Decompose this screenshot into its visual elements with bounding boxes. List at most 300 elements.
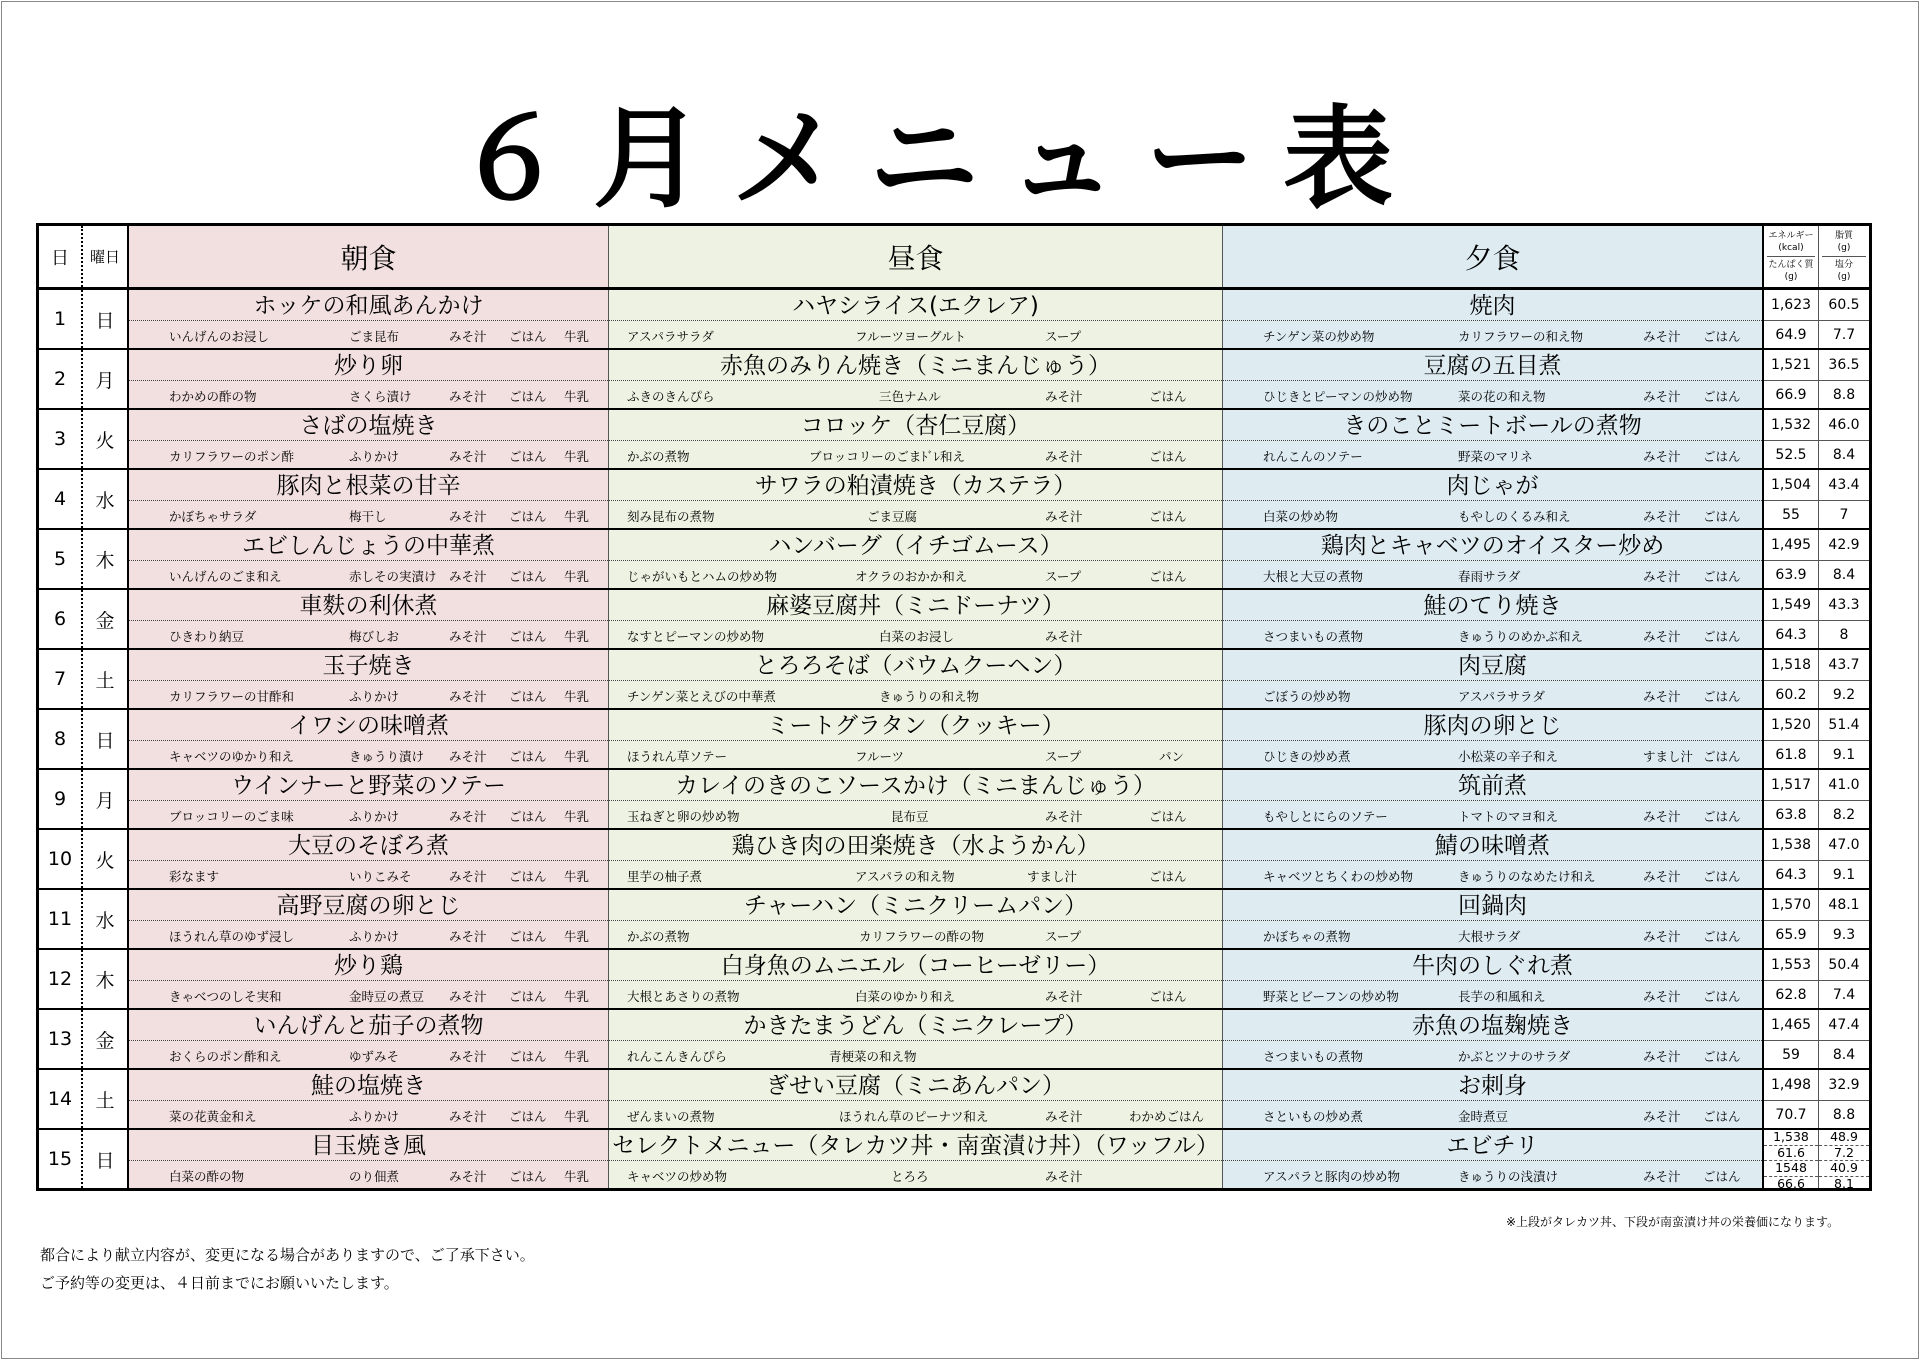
lunch-side-dish: ごはん: [1149, 569, 1187, 584]
breakfast-side-dish: 牛乳: [564, 629, 590, 644]
lunch-side-dish: とろろ: [891, 1169, 929, 1184]
menu-row: [38, 1069, 1871, 1129]
breakfast-side-dish: カリフラワーの甘酢和: [169, 689, 295, 704]
breakfast-side-dish: ごはん: [509, 809, 547, 824]
dinner-side-dish: ごはん: [1703, 329, 1741, 344]
lunch-side-dish: きゅうりの和え物: [879, 689, 980, 704]
day-number: 2: [53, 368, 67, 390]
lunch-main-dish: ぎせい豆腐（ミニあんパン）: [609, 1070, 1222, 1101]
breakfast-cell: [128, 949, 609, 1009]
dinner-side-dish: みそ汁: [1643, 809, 1681, 824]
day-number-cell: [38, 529, 83, 589]
fat-value: 50.4: [1819, 950, 1869, 981]
lunch-main-dish: サワラの粕漬焼き（カステラ）: [609, 470, 1222, 501]
breakfast-side-dishes: [129, 441, 608, 468]
breakfast-side-dishes: [129, 1161, 608, 1188]
day-number-cell: [38, 1009, 83, 1069]
dinner-side-dish: さつまいもの煮物: [1263, 629, 1364, 644]
weekday: 土: [95, 669, 115, 692]
fat-value: 47.0: [1819, 830, 1869, 861]
breakfast-side-dish: ごはん: [509, 629, 547, 644]
lunch-side-dish: みそ汁: [1045, 389, 1083, 404]
lunch-cell: [609, 769, 1223, 829]
lunch-side-dishes: [609, 441, 1222, 468]
lunch-side-dish: ごはん: [1149, 389, 1187, 404]
dinner-side-dish: 大根と大豆の煮物: [1263, 569, 1364, 584]
header-breakfast: 朝食: [128, 225, 609, 289]
energy-value: 1,570: [1764, 890, 1818, 921]
breakfast-side-dish: 牛乳: [564, 809, 590, 824]
breakfast-main-dish: 車麩の利休煮: [129, 590, 608, 621]
fat-value: 60.5: [1819, 290, 1869, 321]
weekday-cell: [82, 769, 128, 829]
dinner-main-dish: 筑前煮: [1223, 770, 1762, 801]
lunch-cell: [609, 1069, 1223, 1129]
day-number: 7: [53, 668, 67, 690]
lunch-side-dish: すまし汁: [1027, 869, 1078, 884]
nutrition-cell: [1819, 1129, 1871, 1190]
fat-value: 43.7: [1819, 650, 1869, 681]
dinner-cell: [1223, 1069, 1764, 1129]
dinner-side-dish: ごはん: [1703, 389, 1741, 404]
salt-value: 8.1: [1834, 1175, 1854, 1190]
dinner-main-dish: 鶏肉とキャベツのオイスター炒め: [1223, 530, 1762, 561]
day-number-cell: [38, 589, 83, 649]
protein-value: 59: [1782, 1047, 1800, 1063]
breakfast-side-dish: さくら漬け: [349, 389, 412, 404]
dinner-side-dish: アスパラと豚肉の炒め物: [1263, 1169, 1401, 1184]
nutrition-cell: [1819, 649, 1871, 709]
breakfast-side-dish: 赤しその実漬け: [349, 569, 437, 584]
lunch-side-dish: フルーツ: [855, 749, 905, 764]
lunch-cell: [609, 589, 1223, 649]
energy-value: 1,517: [1764, 770, 1818, 801]
breakfast-side-dish: 牛乳: [564, 989, 590, 1004]
day-number-cell: [38, 289, 83, 350]
lunch-side-dish: フルーツヨーグルト: [855, 329, 967, 344]
energy-value: 1,549: [1764, 590, 1818, 621]
weekday: 金: [95, 1029, 115, 1052]
dinner-side-dishes: [1223, 681, 1762, 708]
breakfast-side-dish: みそ汁: [449, 329, 487, 344]
menu-row: [38, 589, 1871, 649]
breakfast-side-dish: みそ汁: [449, 1169, 487, 1184]
dinner-main-dish: 肉じゃが: [1223, 470, 1762, 501]
breakfast-side-dish: いんげんのお浸し: [169, 329, 270, 344]
breakfast-side-dish: きゅうり漬け: [349, 749, 425, 764]
fat-value: 40.9: [1819, 1161, 1869, 1177]
fat-value: 43.4: [1819, 470, 1869, 501]
dinner-side-dishes: [1223, 981, 1762, 1008]
weekday-cell: [82, 1069, 128, 1129]
protein-value: 66.9: [1775, 387, 1807, 403]
day-number: 14: [47, 1088, 73, 1110]
weekday-cell: [82, 349, 128, 409]
lunch-side-dish: 昆布豆: [891, 809, 929, 824]
protein-value: 64.3: [1775, 627, 1807, 643]
breakfast-main-dish: さばの塩焼き: [129, 410, 608, 441]
breakfast-side-dish: ふりかけ: [349, 929, 400, 944]
menu-row: [38, 769, 1871, 829]
lunch-main-dish: ハンバーグ（イチゴムース）: [609, 530, 1222, 561]
breakfast-side-dish: キャベツのゆかり和え: [169, 749, 295, 764]
nutrition-cell: [1763, 769, 1819, 829]
lunch-cell: [609, 829, 1223, 889]
dinner-main-dish: 肉豆腐: [1223, 650, 1762, 681]
breakfast-side-dishes: [129, 321, 608, 348]
fat-value: 32.9: [1819, 1070, 1869, 1101]
protein-value: 70.7: [1775, 1107, 1807, 1123]
dinner-cell: [1223, 1129, 1764, 1190]
dinner-side-dishes: [1223, 1101, 1762, 1128]
header-protein-unit: (g): [1784, 272, 1798, 282]
dinner-cell: [1223, 649, 1764, 709]
nutrition-cell: [1763, 829, 1819, 889]
dinner-side-dishes: [1223, 1041, 1762, 1068]
lunch-cell: [609, 1009, 1223, 1069]
day-number-cell: [38, 469, 83, 529]
dinner-cell: [1223, 829, 1764, 889]
menu-body: [38, 289, 1871, 1190]
day-number-cell: [38, 349, 83, 409]
dinner-side-dish: みそ汁: [1643, 689, 1681, 704]
breakfast-side-dishes: [129, 1041, 608, 1068]
dinner-main-dish: エビチリ: [1223, 1130, 1762, 1161]
breakfast-main-dish: 炒り卵: [129, 350, 608, 381]
dinner-cell: [1223, 589, 1764, 649]
header-lunch: 昼食: [609, 225, 1223, 289]
dinner-main-dish: 豆腐の五目煮: [1223, 350, 1762, 381]
nutrition-cell: [1763, 649, 1819, 709]
day-number-cell: [38, 709, 83, 769]
lunch-side-dish: ごはん: [1149, 989, 1187, 1004]
lunch-main-dish: 麻婆豆腐丼（ミニドーナツ）: [609, 590, 1222, 621]
breakfast-side-dish: みそ汁: [449, 569, 487, 584]
lunch-side-dishes: [609, 621, 1222, 648]
protein-value: 55: [1782, 507, 1800, 523]
dinner-cell: [1223, 1009, 1764, 1069]
nutrition-cell: [1763, 349, 1819, 409]
lunch-cell: [609, 889, 1223, 949]
breakfast-main-dish: 大豆のそぼろ煮: [129, 830, 608, 861]
day-number: 4: [53, 488, 67, 510]
dinner-side-dish: きゅうりのなめたけ和え: [1458, 869, 1596, 884]
protein-value: 66.6: [1777, 1175, 1805, 1190]
fat-value: 41.0: [1819, 770, 1869, 801]
header-day: 日: [38, 225, 83, 289]
fat-value: 42.9: [1819, 530, 1869, 561]
breakfast-side-dish: 牛乳: [564, 329, 590, 344]
breakfast-side-dish: 牛乳: [564, 1169, 590, 1184]
page-title: ６月メニュー表: [455, 95, 1421, 223]
lunch-side-dish: スープ: [1045, 749, 1082, 764]
lunch-side-dish: オクラのおかか和え: [855, 569, 968, 584]
fat-value: 46.0: [1819, 410, 1869, 441]
day-number: 12: [47, 968, 73, 990]
dinner-side-dish: みそ汁: [1643, 389, 1681, 404]
breakfast-side-dish: ごはん: [509, 509, 547, 524]
lunch-side-dish: ほうれん草のピーナツ和え: [839, 1109, 989, 1124]
nutrition-cell: [1819, 709, 1871, 769]
breakfast-cell: [128, 589, 609, 649]
dinner-main-dish: 焼肉: [1223, 290, 1762, 321]
breakfast-side-dish: ごはん: [509, 1049, 547, 1064]
energy-value: 1,498: [1764, 1070, 1818, 1101]
dinner-cell: [1223, 289, 1764, 350]
lunch-side-dish: カリフラワーの酢の物: [859, 929, 985, 944]
weekday: 日: [95, 1149, 115, 1172]
lunch-side-dishes: [609, 561, 1222, 588]
menu-row: [38, 649, 1871, 709]
energy-value: 1,521: [1764, 350, 1818, 381]
day-number: 5: [53, 548, 67, 570]
energy-value: 1548: [1764, 1161, 1818, 1177]
lunch-side-dish: れんこんきんぴら: [627, 1049, 728, 1064]
dinner-side-dish: ごはん: [1703, 1109, 1741, 1124]
breakfast-side-dishes: [129, 921, 608, 948]
breakfast-side-dish: 金時豆の煮豆: [349, 989, 425, 1004]
salt-value: 7.2: [1819, 1146, 1869, 1162]
lunch-side-dish: チンゲン菜とえびの中華煮: [627, 689, 776, 704]
header-fat-salt: [1819, 225, 1871, 289]
dinner-main-dish: 鮭のてり焼き: [1223, 590, 1762, 621]
fat-value: 48.1: [1819, 890, 1869, 921]
dinner-side-dishes: [1223, 561, 1762, 588]
breakfast-side-dish: みそ汁: [449, 449, 487, 464]
dinner-side-dish: さといもの炒め煮: [1263, 1109, 1364, 1124]
lunch-side-dishes: [609, 1101, 1222, 1128]
lunch-side-dish: みそ汁: [1045, 629, 1083, 644]
day-number-cell: [38, 949, 83, 1009]
breakfast-side-dish: 牛乳: [564, 689, 590, 704]
breakfast-cell: [128, 649, 609, 709]
breakfast-side-dish: 牛乳: [564, 749, 590, 764]
lunch-side-dish: スープ: [1045, 569, 1082, 584]
salt-value: 7: [1839, 507, 1849, 523]
lunch-side-dish: 白菜のお浸し: [879, 629, 955, 644]
day-number-cell: [38, 1069, 83, 1129]
dinner-side-dish: 春雨サラダ: [1458, 569, 1521, 584]
dinner-side-dishes: [1223, 861, 1762, 888]
dinner-side-dish: ごはん: [1703, 509, 1741, 524]
dinner-side-dish: みそ汁: [1643, 989, 1681, 1004]
salt-value: 9.1: [1832, 747, 1856, 763]
lunch-main-dish: 白身魚のムニエル（コーヒーゼリー）: [609, 950, 1222, 981]
dinner-side-dish: ごはん: [1703, 629, 1741, 644]
dinner-side-dish: 菜の花の和え物: [1458, 389, 1546, 404]
breakfast-main-dish: エビしんじょうの中華煮: [129, 530, 608, 561]
lunch-side-dish: 玉ねぎと卵の炒め物: [627, 809, 740, 824]
breakfast-side-dish: きゃべつのしそ実和: [169, 989, 282, 1004]
weekday-cell: [82, 949, 128, 1009]
lunch-side-dish: みそ汁: [1045, 809, 1083, 824]
fat-value: 51.4: [1819, 710, 1869, 741]
dinner-main-dish: 鯖の味噌煮: [1223, 830, 1762, 861]
nutrition-cell: [1819, 589, 1871, 649]
breakfast-side-dish: 梅干し: [349, 509, 387, 524]
weekday-cell: [82, 409, 128, 469]
breakfast-side-dish: みそ汁: [449, 629, 487, 644]
energy-value: 1,532: [1764, 410, 1818, 441]
footer-note-2: ご予約等の変更は、４日前までにお願いいたします。: [40, 1274, 399, 1292]
dinner-side-dishes: [1223, 741, 1762, 768]
dinner-side-dish: 野菜のマリネ: [1458, 449, 1533, 464]
weekday-cell: [82, 289, 128, 350]
lunch-side-dishes: [609, 801, 1222, 828]
breakfast-main-dish: 炒り鶏: [129, 950, 608, 981]
lunch-cell: [609, 469, 1223, 529]
menu-row: [38, 1009, 1871, 1069]
salt-value: 8: [1839, 627, 1849, 643]
lunch-cell: [609, 709, 1223, 769]
lunch-side-dishes: [609, 321, 1222, 348]
menu-row: [38, 289, 1871, 350]
day-number: 13: [47, 1028, 73, 1050]
lunch-side-dish: キャベツの炒め物: [627, 1169, 728, 1184]
weekday: 日: [95, 729, 115, 752]
day-number: 6: [53, 608, 67, 630]
lunch-cell: [609, 409, 1223, 469]
nutrition-cell: [1763, 529, 1819, 589]
menu-row: [38, 349, 1871, 409]
breakfast-side-dish: みそ汁: [449, 1049, 487, 1064]
day-number: 8: [53, 728, 67, 750]
header-dinner: 夕食: [1223, 225, 1764, 289]
salt-value: 9.2: [1832, 687, 1856, 703]
breakfast-side-dishes: [129, 801, 608, 828]
breakfast-main-dish: 玉子焼き: [129, 650, 608, 681]
dinner-side-dishes: [1223, 621, 1762, 648]
breakfast-side-dish: みそ汁: [449, 689, 487, 704]
lunch-side-dish: パン: [1159, 749, 1185, 764]
breakfast-side-dish: ごはん: [509, 989, 547, 1004]
lunch-side-dish: アスパラの和え物: [855, 869, 955, 884]
weekday: 水: [95, 489, 115, 512]
dinner-side-dish: ごはん: [1703, 869, 1741, 884]
dinner-side-dish: みそ汁: [1643, 509, 1681, 524]
lunch-side-dish: ほうれん草ソテー: [627, 749, 728, 764]
breakfast-side-dish: 梅びしお: [349, 629, 400, 644]
breakfast-cell: [128, 349, 609, 409]
nutrition-note: ※上段がタレカツ丼、下段が南蛮漬け丼の栄養価になります。: [1506, 1215, 1840, 1229]
breakfast-side-dish: のり佃煮: [349, 1169, 400, 1184]
breakfast-side-dish: 牛乳: [564, 1049, 590, 1064]
dinner-side-dish: みそ汁: [1643, 1109, 1681, 1124]
weekday: 火: [95, 849, 115, 872]
energy-value: 1,465: [1764, 1010, 1818, 1041]
dinner-side-dishes: [1223, 381, 1762, 408]
lunch-side-dishes: [609, 501, 1222, 528]
lunch-side-dishes: [609, 1041, 1222, 1068]
breakfast-main-dish: イワシの味噌煮: [129, 710, 608, 741]
footer-note-1: 都合により献立内容が、変更になる場合がありますので、ご了承下さい。: [40, 1246, 535, 1264]
lunch-side-dish: 里芋の柚子煮: [627, 869, 703, 884]
breakfast-side-dish: みそ汁: [449, 509, 487, 524]
dinner-side-dish: みそ汁: [1643, 629, 1681, 644]
dinner-side-dish: トマトのマヨ和え: [1458, 809, 1559, 824]
salt-value: 8.8: [1832, 387, 1856, 403]
dinner-cell: [1223, 889, 1764, 949]
breakfast-side-dish: みそ汁: [449, 1109, 487, 1124]
protein-value: 63.8: [1775, 807, 1807, 823]
dinner-side-dish: みそ汁: [1643, 1169, 1681, 1184]
lunch-side-dishes: [609, 861, 1222, 888]
breakfast-side-dish: ふりかけ: [349, 689, 400, 704]
day-number: 10: [47, 848, 73, 870]
breakfast-cell: [128, 289, 609, 350]
dinner-side-dish: れんこんのソテー: [1263, 449, 1363, 464]
breakfast-side-dish: ふりかけ: [349, 449, 400, 464]
salt-value: 8.4: [1832, 1047, 1856, 1063]
dinner-side-dish: カリフラワーの和え物: [1458, 329, 1584, 344]
breakfast-cell: [128, 529, 609, 589]
menu-row: [38, 469, 1871, 529]
salt-value: 9.3: [1832, 927, 1856, 943]
dinner-main-dish: お刺身: [1223, 1070, 1762, 1101]
breakfast-side-dishes: [129, 681, 608, 708]
day-number-cell: [38, 1129, 83, 1190]
nutrition-cell: [1819, 349, 1871, 409]
dinner-side-dishes: [1223, 921, 1762, 948]
weekday-cell: [82, 889, 128, 949]
lunch-side-dish: 青梗菜の和え物: [829, 1049, 917, 1064]
dinner-side-dish: ごはん: [1703, 929, 1741, 944]
energy-value: 1,538: [1764, 1130, 1818, 1146]
header-row: [38, 225, 1871, 289]
lunch-side-dish: 刻み昆布の煮物: [627, 509, 715, 524]
header-energy-unit: (kcal): [1778, 243, 1804, 253]
weekday: 日: [95, 309, 115, 332]
breakfast-side-dishes: [129, 1101, 608, 1128]
energy-value: 1,495: [1764, 530, 1818, 561]
salt-value: 8.4: [1832, 447, 1856, 463]
breakfast-cell: [128, 829, 609, 889]
day-number: 3: [53, 428, 67, 450]
breakfast-side-dish: ひきわり納豆: [169, 629, 245, 644]
weekday-cell: [82, 829, 128, 889]
nutrition-cell: [1763, 1129, 1819, 1190]
dinner-side-dish: ごはん: [1703, 989, 1741, 1004]
nutrition-cell: [1763, 469, 1819, 529]
dinner-side-dish: みそ汁: [1643, 1049, 1681, 1064]
nutrition-cell: [1819, 289, 1871, 350]
lunch-side-dish: みそ汁: [1045, 1169, 1083, 1184]
salt-value: 7.4: [1832, 987, 1856, 1003]
lunch-side-dish: スープ: [1045, 329, 1082, 344]
dinner-side-dish: アスパラサラダ: [1458, 689, 1545, 704]
lunch-side-dish: ごはん: [1149, 869, 1187, 884]
breakfast-side-dish: みそ汁: [449, 989, 487, 1004]
weekday: 月: [95, 369, 115, 392]
menu-row: [38, 949, 1871, 1009]
dinner-cell: [1223, 409, 1764, 469]
dinner-side-dishes: [1223, 321, 1762, 348]
dinner-side-dish: ごはん: [1703, 1169, 1741, 1184]
energy-value: 1,538: [1764, 830, 1818, 861]
dinner-side-dish: キャベツとちくわの炒め物: [1263, 869, 1414, 884]
breakfast-side-dish: みそ汁: [449, 869, 487, 884]
protein-value: 64.3: [1775, 867, 1807, 883]
lunch-side-dish: かぶの煮物: [627, 449, 690, 464]
dinner-side-dish: ごはん: [1703, 449, 1741, 464]
day-number-cell: [38, 409, 83, 469]
breakfast-cell: [128, 769, 609, 829]
dinner-cell: [1223, 709, 1764, 769]
dinner-cell: [1223, 949, 1764, 1009]
dinner-side-dish: ひじきの炒め煮: [1263, 749, 1351, 764]
weekday: 金: [95, 609, 115, 632]
dinner-main-dish: 赤魚の塩麹焼き: [1223, 1010, 1762, 1041]
